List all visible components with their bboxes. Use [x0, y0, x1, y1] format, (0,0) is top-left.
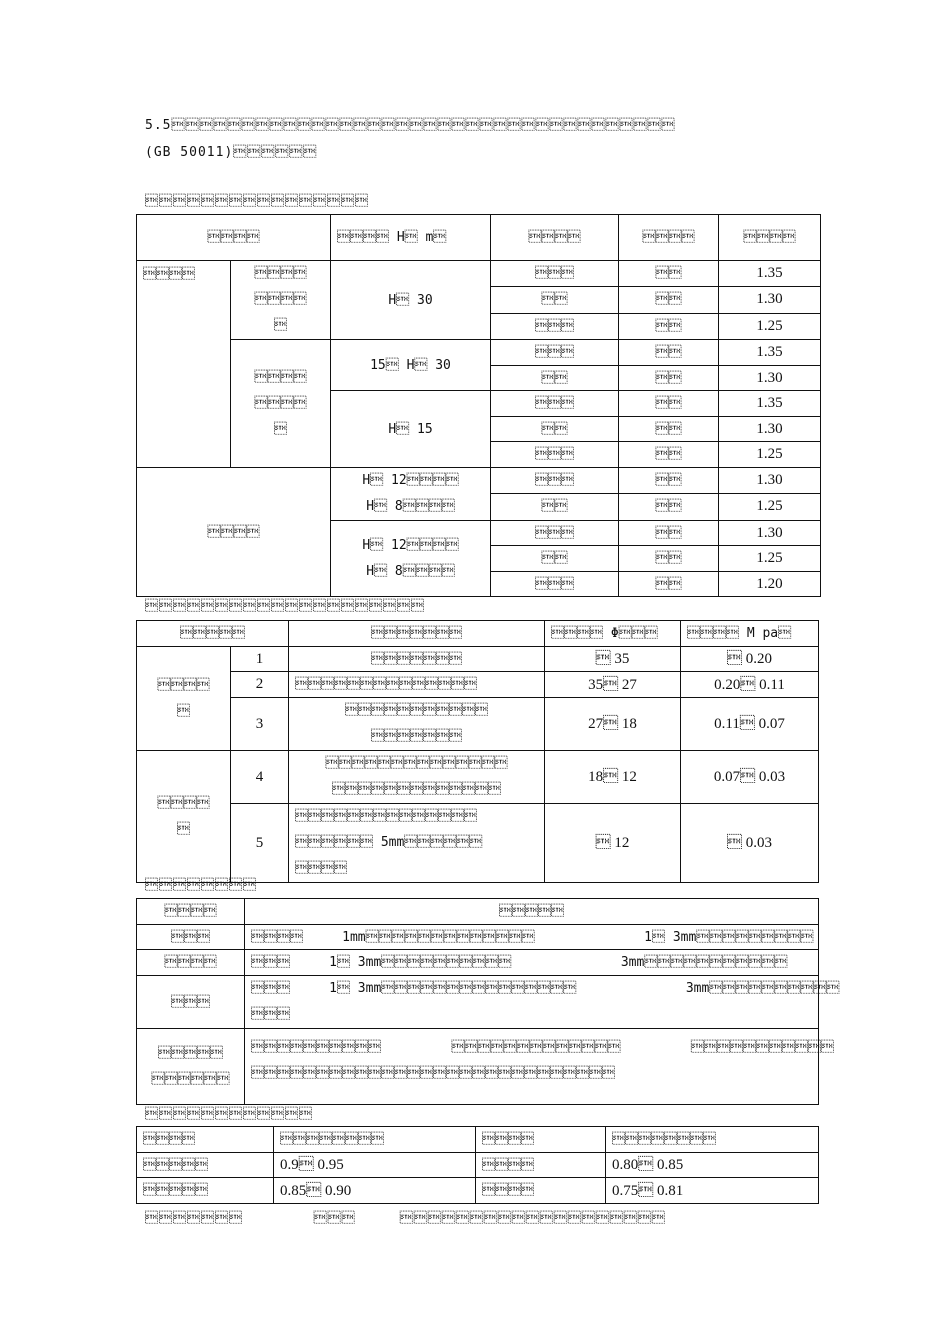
t1-group-2:  — [137, 468, 331, 597]
t2-desc:   — [289, 698, 545, 751]
t1-cell:  — [491, 417, 619, 442]
t1-cell:  — [619, 468, 719, 494]
t3-header-name:  — [137, 899, 245, 925]
t1-factor: 1.35 — [719, 340, 821, 366]
t1-factor: 1.25 — [719, 442, 821, 468]
t1-cell:  — [491, 261, 619, 287]
t1-cell:  — [619, 340, 719, 366]
t2-phi: 35 27 — [545, 672, 681, 698]
t4-cell:  — [137, 1178, 274, 1204]
table4-caption:  — [145, 1107, 313, 1122]
t1-factor: 1.30 — [719, 468, 821, 494]
t1-cell:  — [619, 493, 719, 520]
t1-cell:  — [491, 442, 619, 468]
t2-mpa: 0.11 0.07 — [681, 698, 819, 751]
t4-cell:  — [476, 1178, 606, 1204]
table-reduction-factor — [136, 1126, 819, 1204]
table1-caption:  — [145, 194, 369, 209]
t1-cell:  — [619, 442, 719, 468]
t4-header-3:  — [476, 1127, 606, 1153]
t4-cell: 0.85 0.90 — [274, 1178, 476, 1204]
t3-desc:     — [245, 1029, 819, 1105]
table-joint-description — [136, 898, 840, 1105]
t1-cell:  — [491, 493, 619, 520]
t1-height-5: H 12 H 8 — [331, 521, 491, 597]
t2-no: 4 — [231, 751, 289, 804]
t1-header-height:  H m — [331, 215, 491, 261]
t4-cell: 0.9 0.95 — [274, 1153, 476, 1178]
t2-no: 1 — [231, 647, 289, 672]
t1-height-2: 15 H 30 — [331, 340, 491, 391]
t3-desc:  1 3mm 3mm  — [245, 976, 819, 1029]
footer-note:    — [145, 1211, 666, 1226]
t1-cell:  — [491, 572, 619, 597]
t4-cell:  — [137, 1153, 274, 1178]
t1-sub-1:    — [231, 261, 331, 340]
t1-height-4: H 12 H 8 — [331, 468, 491, 521]
t2-mpa:  0.03 — [681, 804, 819, 883]
t1-cell:  — [619, 286, 719, 313]
t2-header-class:  — [137, 621, 289, 647]
t1-factor: 1.25 — [719, 546, 821, 572]
t1-header-col4:  — [619, 215, 719, 261]
t4-cell: 0.75 0.81 — [606, 1178, 819, 1204]
table3-caption:  — [145, 878, 257, 893]
t3-desc:  1 3mm 3mm — [245, 950, 819, 976]
t3-header-desc:  — [245, 899, 819, 925]
t1-factor: 1.25 — [719, 493, 821, 520]
t1-cell:  — [619, 521, 719, 546]
table-seismic-factor — [136, 214, 821, 597]
t4-cell: 0.80 0.85 — [606, 1153, 819, 1178]
t1-group-1:  — [137, 261, 231, 468]
t2-mpa: 0.20 0.11 — [681, 672, 819, 698]
t1-cell:  — [619, 314, 719, 340]
t1-sub-2:    — [231, 340, 331, 468]
t1-cell:  — [491, 340, 619, 366]
t1-cell:  — [491, 468, 619, 494]
t2-header-phi:  Φ — [545, 621, 681, 647]
t1-cell:  — [491, 546, 619, 572]
t2-no: 3 — [231, 698, 289, 751]
t1-cell:  — [619, 261, 719, 287]
t1-factor: 1.20 — [719, 572, 821, 597]
t1-factor: 1.35 — [719, 261, 821, 287]
t1-factor: 1.35 — [719, 391, 821, 417]
t1-cell:  — [619, 417, 719, 442]
t3-name:  — [137, 950, 245, 976]
t1-cell:  — [619, 546, 719, 572]
t3-name:  — [137, 925, 245, 950]
t2-mpa:  0.20 — [681, 647, 819, 672]
table2-caption:  — [145, 599, 425, 614]
t1-cell:  — [619, 572, 719, 597]
t2-header-desc:  — [289, 621, 545, 647]
t2-phi:  35 — [545, 647, 681, 672]
intro-line-2: (GB 50011) — [145, 145, 318, 160]
t2-no: 2 — [231, 672, 289, 698]
t4-header-2:  — [274, 1127, 476, 1153]
t2-phi:  12 — [545, 804, 681, 883]
t3-desc:  1mm 1 3mm — [245, 925, 819, 950]
t1-height-3: H 15 — [331, 391, 491, 468]
t3-name:  — [137, 976, 245, 1029]
t2-no: 5 — [231, 804, 289, 883]
t3-name:   — [137, 1029, 245, 1105]
t1-cell:  — [491, 521, 619, 546]
t1-header-type:  — [137, 215, 331, 261]
t1-factor: 1.30 — [719, 366, 821, 391]
t4-header-1:  — [137, 1127, 274, 1153]
t2-group-a:   — [137, 647, 231, 751]
t4-header-4:  — [606, 1127, 819, 1153]
t1-cell:  — [619, 366, 719, 391]
t2-desc:   — [289, 751, 545, 804]
t2-phi: 18 12 — [545, 751, 681, 804]
t1-factor: 1.30 — [719, 286, 821, 313]
t2-group-b:   — [137, 751, 231, 883]
intro-line-1: 5.5 — [145, 118, 676, 133]
t4-cell:  — [476, 1153, 606, 1178]
t2-desc:  — [289, 672, 545, 698]
t1-factor: 1.25 — [719, 314, 821, 340]
t2-header-mpa:  M pa — [681, 621, 819, 647]
t2-desc:   5mm  — [289, 804, 545, 883]
t2-phi: 27 18 — [545, 698, 681, 751]
t1-cell:  — [491, 366, 619, 391]
t1-cell:  — [491, 286, 619, 313]
t2-mpa: 0.07 0.03 — [681, 751, 819, 804]
t1-height-1: H 30 — [331, 261, 491, 340]
t1-cell:  — [619, 391, 719, 417]
t1-cell:  — [491, 391, 619, 417]
t1-header-col3:  — [491, 215, 619, 261]
t1-factor: 1.30 — [719, 417, 821, 442]
table-rock-mass — [136, 620, 819, 883]
t2-desc:  — [289, 647, 545, 672]
t1-header-factor:  — [719, 215, 821, 261]
t1-factor: 1.30 — [719, 521, 821, 546]
t1-cell:  — [491, 314, 619, 340]
